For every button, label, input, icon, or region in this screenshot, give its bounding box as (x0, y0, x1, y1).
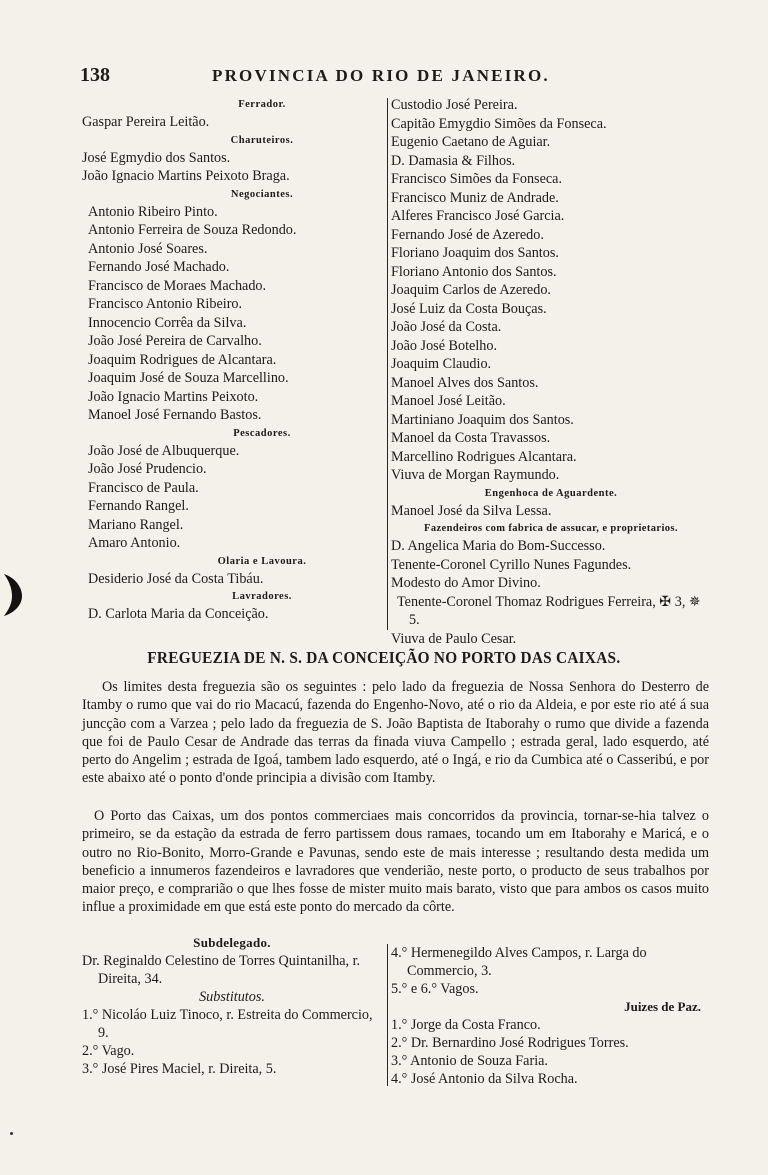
page-header (80, 64, 710, 88)
list-item: Tenente-Coronel Cyrillo Nunes Fagundes. (391, 556, 632, 573)
subdelegado-name: Dr. Reginaldo Celestino de Torres Quintanilha, r. Direita, 34. (82, 953, 361, 987)
list-item: Joaquim Claudio. (391, 356, 492, 372)
list-item: Fernando Rangel. (88, 498, 189, 514)
category-heading: Engenhoca de Aguardente. (484, 487, 618, 499)
list-item: Viuva de Morgan Raymundo. (391, 467, 560, 483)
list-item: Marcellino Rodrigues Alcantara. (391, 448, 577, 465)
list-item: Eugenio Caetano de Aguiar. (391, 134, 551, 150)
category-heading: Ferrador. (238, 99, 286, 110)
juiz-entry: 2.° Dr. Bernardino José Rodrigues Torres. (391, 1035, 629, 1051)
category-heading: Olaria e Lavoura. (217, 555, 307, 567)
category-heading: Fazendeiros com fabrica de assucar, e proprietarios. (424, 523, 678, 534)
list-item: Desiderio José da Costa Tibáu. (88, 570, 264, 587)
list-item: D. Carlota Maria da Conceição. (88, 606, 269, 622)
left-column (82, 96, 382, 624)
juiz-entry: 4.° José Antonio da Silva Rocha. (391, 1071, 578, 1087)
column-divider (387, 98, 388, 630)
list-item: Francisco de Paula. (88, 479, 199, 496)
list-item: Manoel José da Silva Lessa. (391, 502, 552, 519)
column-divider-bottom (387, 944, 388, 1086)
list-item: João José da Costa. (391, 319, 502, 335)
list-item: Viuva de Paulo Cesar. (391, 630, 517, 647)
list-item: Francisco de Moraes Machado. (88, 277, 267, 294)
list-item: Modesto do Amor Divino. (391, 575, 541, 591)
paragraph-boundaries: Os limites desta freguezia são os seguintes : pelo lado da freguezia de Nossa Senhora do Desterro de Itamby o rumo que vai do rio Macacú, fazenda do Engenho-Novo, até o rio da Aldeia, e por este rio até á sua juncção com a Varzea ; pelo lado da freguezia de S. João Baptista de Itaborahy o rumo que divide a fazenda que foi de Paulo Cesar de Andrade das terras da finada viuva Campello ; estrada geral, lado esquerdo, até perto do Angelim ; estrada de Igoá, tambem lado esquerdo, até o Ingá, e rio da Cumbica até o Casseribú, e por este abaixo até o ponto d'onde principia a divisão com Itamby. (82, 679, 709, 787)
substituto-entry: 4.° Hermenegildo Alves Campos, r. Larga do Commercio, 3. (391, 945, 647, 979)
list-item: Tenente-Coronel Thomaz Rodrigues Ferreira, ✠ 3, ✵ 5. (397, 593, 701, 628)
list-item: João Ignacio Martins Peixoto Braga. (82, 168, 290, 184)
page-number: 138 (80, 64, 110, 86)
juiz-entry: 3.° Antonio de Souza Faria. (391, 1053, 548, 1069)
list-item: Antonio José Soares. (88, 240, 208, 257)
list-item: Francisco Simões da Fonseca. (391, 171, 563, 187)
substituto-entry: 3.° José Pires Maciel, r. Direita, 5. (82, 1061, 277, 1077)
list-item: Joaquim Carlos de Azeredo. (391, 282, 551, 298)
list-item: Gaspar Pereira Leitão. (82, 114, 210, 130)
list-item: Innocencio Corrêa da Silva. (88, 314, 247, 331)
list-item: João José Pereira de Carvalho. (88, 333, 262, 349)
running-title: PROVINCIA DO RIO DE JANEIRO. (212, 66, 550, 85)
list-item: João Ignacio Martins Peixoto. (88, 388, 259, 405)
list-item: João José Prudencio. (88, 461, 207, 477)
substituto-entry: 1.° Nicoláo Luiz Tinoco, r. Estreita do Commercio, 9. (82, 1007, 373, 1041)
list-item: Francisco Muniz de Andrade. (391, 189, 559, 206)
juizes-heading: Juizes de Paz. (624, 999, 701, 1014)
juizes-block (391, 944, 711, 1088)
list-item: Joaquim José de Souza Marcellino. (88, 370, 289, 386)
section-title: FREGUEZIA DE N. S. DA CONCEIÇÃO NO PORTO DAS CAIXAS. (147, 648, 621, 667)
list-item: Joaquim Rodrigues de Alcantara. (88, 351, 277, 368)
list-item: Alferes Francisco José Garcia. (391, 208, 565, 224)
list-item: João José Botelho. (391, 337, 498, 354)
list-item: Floriano Joaquim dos Santos. (391, 245, 559, 261)
list-item: Francisco Antonio Ribeiro. (88, 296, 243, 312)
list-item: Manoel José Fernando Bastos. (88, 407, 262, 423)
list-item: Mariano Rangel. (88, 516, 184, 533)
list-item: Custodio José Pereira. (391, 97, 518, 113)
category-heading: Pescadores. (233, 427, 291, 439)
margin-dot (10, 1132, 13, 1135)
list-item: Antonio Ribeiro Pinto. (88, 203, 218, 220)
right-column (391, 96, 711, 648)
list-item: Manoel Alves dos Santos. (391, 374, 539, 391)
list-item: Manoel da Costa Travassos. (391, 430, 551, 446)
list-item: Martiniano Joaquim dos Santos. (391, 411, 574, 428)
category-heading: Lavradores. (232, 591, 292, 602)
category-heading: Negociantes. (230, 188, 294, 200)
subdelegado-heading: Subdelegado. (193, 935, 271, 950)
list-item: José Luiz da Costa Bouças. (391, 300, 547, 317)
substituto-entry: 2.° Vago. (82, 1043, 135, 1059)
substituto-entry: 5.° e 6.° Vagos. (391, 981, 479, 997)
list-item: Antonio Ferreira de Souza Redondo. (88, 222, 297, 238)
list-item: Floriano Antonio dos Santos. (391, 263, 557, 280)
list-item: João José de Albuquerque. (88, 442, 240, 459)
margin-ink-mark (2, 572, 24, 618)
list-item: Capitão Emygdio Simões da Fonseca. (391, 115, 607, 132)
substitutos-heading: Substitutos. (199, 989, 265, 1005)
juiz-entry: 1.° Jorge da Costa Franco. (391, 1017, 541, 1033)
subdelegado-block (82, 934, 382, 1078)
category-heading: Charuteiros. (230, 134, 294, 146)
list-item: Fernando José Machado. (88, 259, 230, 275)
list-item: José Egmydio dos Santos. (82, 149, 231, 166)
list-item: D. Damasia & Filhos. (391, 152, 516, 169)
list-item: Fernando José de Azeredo. (391, 226, 544, 243)
list-item: Manoel José Leitão. (391, 393, 506, 409)
list-item: D. Angelica Maria do Bom-Successo. (391, 538, 606, 554)
paragraph-porto-das-caixas: O Porto das Caixas, um dos pontos commerciaes mais concorridos da provincia, tornar-se-hia talvez o primeiro, se da estação da estrada de ferro partissem dous ramaes, tocando um em Itaborahy e Maricá, e o outro no Rio-Bonito, Morro-Grande e Pavunas, sendo este de mais interesse ; resultando desta medida um beneficio a innumeros fazendeiros e lavradores que venderião, neste porto, o producto de seus trabalhos por maior preço, e comprarião o que lhes fosse de mister muito mais barato, visto que para ambos os casos muito influe a proximidade em que está este ponto do mercado da côrte. (82, 808, 709, 916)
list-item: Amaro Antonio. (88, 535, 181, 551)
